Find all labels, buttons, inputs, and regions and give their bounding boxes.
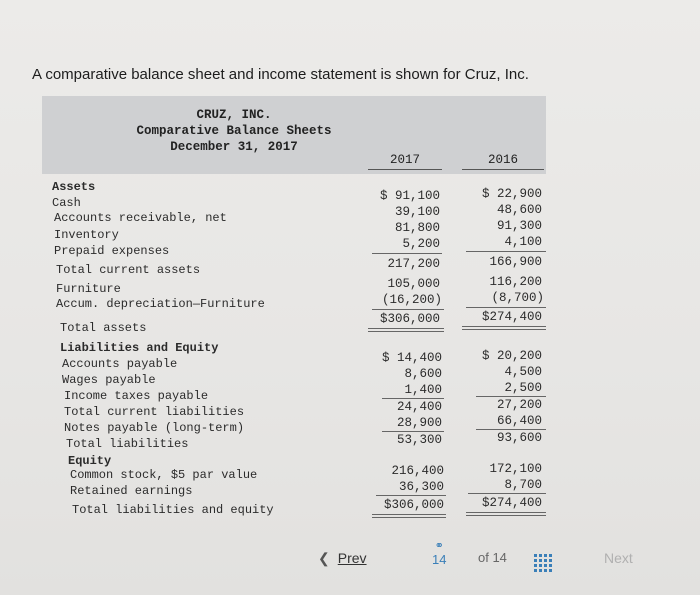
value-2017-accum-depreciation: (16,200) [381, 293, 442, 307]
row-label-total-liabilities-and-equity: Total liabilities and equity [72, 503, 274, 517]
row-label-total-current-assets: Total current assets [56, 263, 201, 277]
value-2016-total-assets: $274,400 [481, 310, 542, 324]
value-2016-retained-earnings: 8,700 [504, 478, 542, 492]
row-label-equity: Equity [68, 454, 112, 468]
row-label-total-current-liabilities: Total current liabilities [64, 405, 245, 419]
value-2017-accounts-payable: $ 14,400 [381, 351, 442, 365]
row-label-furniture: Furniture [56, 282, 121, 296]
value-2017-total-current-assets: 217,200 [387, 257, 440, 271]
value-2017-cash: $ 91,100 [379, 189, 440, 203]
rule-2017-liabilities [382, 431, 444, 432]
sheet-title: Comparative Balance Sheets [136, 124, 332, 138]
rule-2017-equity [376, 495, 446, 496]
question-text: A comparative balance sheet and income statement is shown for Cruz, Inc. [32, 66, 529, 83]
value-2017-wages-payable: 8,600 [404, 367, 442, 381]
value-2016-common-stock: 172,100 [489, 462, 542, 476]
row-label-total-liabilities: Total liabilities [66, 437, 189, 451]
value-2016-accounts-payable: $ 20,200 [481, 349, 542, 363]
row-label-total-assets: Total assets [60, 321, 147, 335]
rule-2016-current-assets [466, 251, 546, 252]
company-name: CRUZ, INC. [196, 108, 272, 122]
next-button[interactable]: Next [604, 550, 633, 566]
column-header-2016: 2016 [462, 153, 544, 170]
row-label-inventory: Inventory [54, 228, 119, 242]
value-2017-retained-earnings: 36,300 [398, 480, 444, 494]
rule-2017-current-liabilities [382, 398, 444, 399]
page-indicator[interactable] [432, 541, 446, 567]
row-label-common-stock: Common stock, $5 par value [70, 468, 258, 482]
value-2016-prepaid-expenses: 4,100 [504, 235, 542, 249]
rule-2017-furniture [372, 309, 444, 310]
grid-icon[interactable] [534, 554, 552, 572]
rule-2016-furniture [466, 307, 546, 308]
sheet-date: December 31, 2017 [170, 140, 298, 154]
row-label-accounts-receivable: Accounts receivable, net [54, 211, 227, 225]
value-2017-accounts-receivable: 39,100 [394, 205, 440, 219]
row-label-wages-payable: Wages payable [62, 373, 156, 387]
value-2017-furniture: 105,000 [387, 277, 440, 291]
value-2016-accum-depreciation: (8,700) [491, 291, 544, 305]
value-2016-wages-payable: 4,500 [504, 365, 542, 379]
double-rule-2017-total-liabilities-equity [372, 514, 446, 518]
row-label-assets: Assets [52, 180, 96, 194]
value-2017-notes-payable: 28,900 [396, 416, 442, 430]
value-2017-common-stock: 216,400 [391, 464, 444, 478]
value-2017-total-current-liabilities: 24,400 [396, 400, 442, 414]
row-label-liabilities-and-equity: Liabilities and Equity [60, 341, 219, 355]
value-2016-inventory: 91,300 [496, 219, 542, 233]
balance-sheet [42, 96, 546, 526]
value-2017-total-liabilities: 53,300 [396, 433, 442, 447]
row-label-cash: Cash [52, 196, 81, 210]
value-2016-total-liabilities-and-equity: $274,400 [481, 496, 542, 510]
value-2017-total-liabilities-and-equity: $306,000 [383, 498, 444, 512]
value-2017-total-assets: $306,000 [379, 312, 440, 326]
value-2016-cash: $ 22,900 [481, 187, 542, 201]
rule-2016-liabilities [476, 429, 546, 430]
value-2017-prepaid-expenses: 5,200 [402, 237, 440, 251]
value-2016-notes-payable: 66,400 [496, 414, 542, 428]
page-count: of 14 [478, 550, 507, 565]
column-header-2017: 2017 [368, 153, 442, 170]
value-2016-accounts-receivable: 48,600 [496, 203, 542, 217]
value-2017-income-taxes-payable: 1,400 [404, 383, 442, 397]
double-rule-2016-total-assets [462, 326, 546, 330]
row-label-notes-payable: Notes payable (long-term) [64, 421, 245, 435]
value-2016-income-taxes-payable: 2,500 [504, 381, 542, 395]
row-label-prepaid-expenses: Prepaid expenses [54, 244, 170, 258]
value-2016-total-current-assets: 166,900 [489, 255, 542, 269]
row-label-retained-earnings: Retained earnings [70, 484, 193, 498]
row-label-accum-depreciation: Accum. depreciation—Furniture [56, 297, 265, 311]
row-label-income-taxes-payable: Income taxes payable [64, 389, 209, 403]
value-2016-furniture: 116,200 [489, 275, 542, 289]
link-icon: ⚭ [434, 540, 444, 552]
prev-button[interactable]: ❮ Prev [318, 550, 367, 566]
value-2016-total-current-liabilities: 27,200 [496, 398, 542, 412]
rule-2016-current-liabilities [476, 396, 546, 397]
double-rule-2017-total-assets [368, 328, 444, 332]
current-page-number: 14 [432, 552, 447, 567]
row-label-accounts-payable: Accounts payable [62, 357, 178, 371]
double-rule-2016-total-liabilities-equity [466, 512, 546, 516]
chevron-left-icon: ❮ [318, 550, 330, 566]
rule-2016-equity [468, 493, 546, 494]
value-2016-total-liabilities: 93,600 [496, 431, 542, 445]
value-2017-inventory: 81,800 [394, 221, 440, 235]
rule-2017-current-assets [372, 253, 442, 254]
